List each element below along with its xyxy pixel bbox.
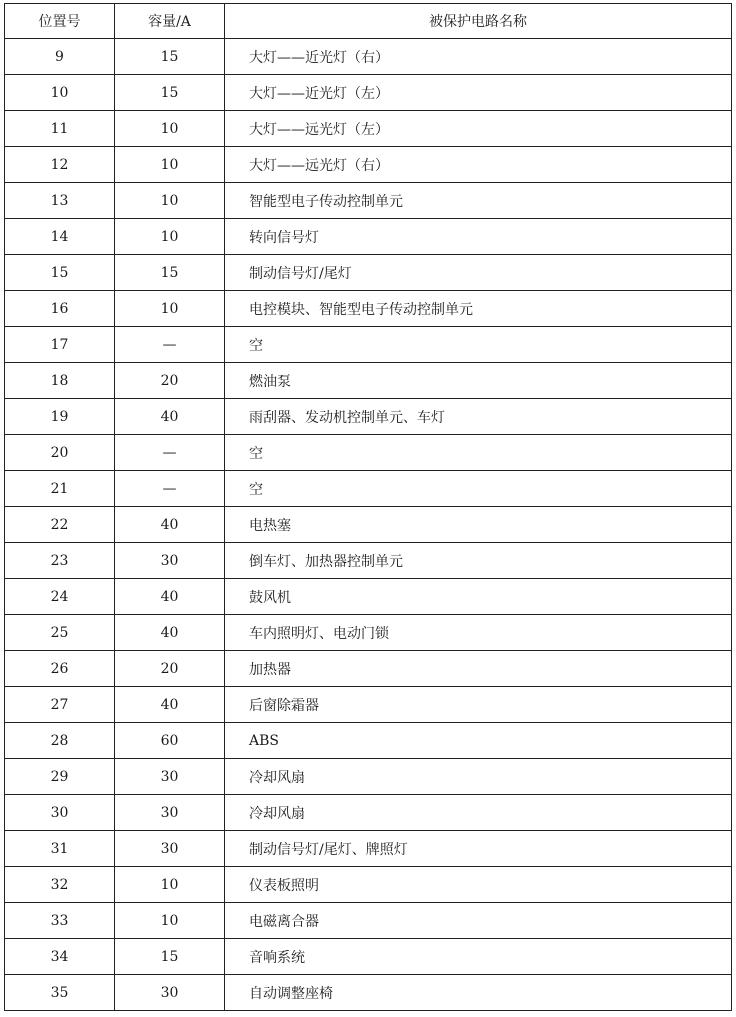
cell-position: 30 (5, 795, 115, 831)
cell-circuit: 空 (225, 327, 732, 363)
cell-circuit: 智能型电子传动控制单元 (225, 183, 732, 219)
cell-position: 10 (5, 75, 115, 111)
table-row (5, 867, 732, 903)
cell-circuit: 制动信号灯/尾灯 (225, 255, 732, 291)
cell-position: 17 (5, 327, 115, 363)
cell-position: 22 (5, 507, 115, 543)
cell-capacity: 15 (115, 255, 225, 291)
cell-capacity: 10 (115, 903, 225, 939)
header-position: 位置号 (5, 4, 115, 39)
header-capacity: 容量/A (115, 4, 225, 39)
cell-position: 24 (5, 579, 115, 615)
cell-capacity: 30 (115, 975, 225, 1011)
table-row (5, 615, 732, 651)
cell-position: 27 (5, 687, 115, 723)
cell-position: 31 (5, 831, 115, 867)
cell-capacity: — (115, 327, 225, 363)
table-row (5, 651, 732, 687)
cell-circuit: 雨刮器、发动机控制单元、车灯 (225, 399, 732, 435)
table-row (5, 831, 732, 867)
cell-position: 26 (5, 651, 115, 687)
table-row (5, 39, 732, 75)
table-row (5, 795, 732, 831)
cell-capacity: 10 (115, 867, 225, 903)
cell-circuit: 车内照明灯、电动门锁 (225, 615, 732, 651)
cell-capacity: 40 (115, 579, 225, 615)
cell-position: 13 (5, 183, 115, 219)
cell-circuit: 后窗除霜器 (225, 687, 732, 723)
cell-position: 28 (5, 723, 115, 759)
table-row (5, 219, 732, 255)
cell-circuit: 冷却风扇 (225, 795, 732, 831)
cell-capacity: 15 (115, 939, 225, 975)
table-row (5, 687, 732, 723)
fuse-table (4, 3, 732, 1011)
header-circuit: 被保护电路名称 (225, 4, 732, 39)
cell-circuit: 制动信号灯/尾灯、牌照灯 (225, 831, 732, 867)
table-header (5, 4, 732, 39)
table-row (5, 147, 732, 183)
cell-capacity: 40 (115, 615, 225, 651)
cell-position: 11 (5, 111, 115, 147)
cell-position: 23 (5, 543, 115, 579)
cell-circuit: 倒车灯、加热器控制单元 (225, 543, 732, 579)
cell-capacity: 15 (115, 39, 225, 75)
cell-capacity: 20 (115, 363, 225, 399)
table-row (5, 327, 732, 363)
table-row (5, 435, 732, 471)
table-row (5, 579, 732, 615)
cell-position: 21 (5, 471, 115, 507)
cell-capacity: 10 (115, 219, 225, 255)
cell-position: 12 (5, 147, 115, 183)
table-row (5, 183, 732, 219)
table-row (5, 111, 732, 147)
cell-position: 18 (5, 363, 115, 399)
cell-position: 14 (5, 219, 115, 255)
cell-capacity: 30 (115, 795, 225, 831)
table-row (5, 399, 732, 435)
cell-capacity: — (115, 471, 225, 507)
cell-circuit: 燃油泵 (225, 363, 732, 399)
cell-position: 29 (5, 759, 115, 795)
cell-capacity: 30 (115, 759, 225, 795)
cell-capacity: 10 (115, 291, 225, 327)
cell-circuit: 空 (225, 471, 732, 507)
cell-capacity: 40 (115, 687, 225, 723)
table-row (5, 543, 732, 579)
table-row (5, 507, 732, 543)
table-row (5, 471, 732, 507)
cell-circuit: 大灯——近光灯（右） (225, 39, 732, 75)
cell-capacity: — (115, 435, 225, 471)
cell-circuit: ABS (225, 723, 732, 759)
cell-circuit: 仪表板照明 (225, 867, 732, 903)
cell-position: 19 (5, 399, 115, 435)
table-row (5, 759, 732, 795)
cell-capacity: 40 (115, 399, 225, 435)
cell-circuit: 大灯——远光灯（右） (225, 147, 732, 183)
cell-position: 16 (5, 291, 115, 327)
table-row (5, 723, 732, 759)
table-row (5, 975, 732, 1011)
cell-capacity: 40 (115, 507, 225, 543)
cell-position: 15 (5, 255, 115, 291)
cell-capacity: 10 (115, 147, 225, 183)
cell-circuit: 大灯——近光灯（左） (225, 75, 732, 111)
cell-circuit: 大灯——远光灯（左） (225, 111, 732, 147)
cell-position: 35 (5, 975, 115, 1011)
table-row (5, 291, 732, 327)
cell-circuit: 电控模块、智能型电子传动控制单元 (225, 291, 732, 327)
cell-capacity: 10 (115, 111, 225, 147)
cell-position: 25 (5, 615, 115, 651)
cell-position: 34 (5, 939, 115, 975)
table-row (5, 903, 732, 939)
cell-circuit: 鼓风机 (225, 579, 732, 615)
table-row (5, 363, 732, 399)
cell-capacity: 30 (115, 831, 225, 867)
table-row (5, 255, 732, 291)
cell-circuit: 自动调整座椅 (225, 975, 732, 1011)
cell-circuit: 电热塞 (225, 507, 732, 543)
cell-capacity: 20 (115, 651, 225, 687)
cell-circuit: 转向信号灯 (225, 219, 732, 255)
cell-position: 33 (5, 903, 115, 939)
cell-position: 20 (5, 435, 115, 471)
cell-capacity: 60 (115, 723, 225, 759)
header-row (5, 4, 732, 39)
cell-position: 32 (5, 867, 115, 903)
table-row (5, 939, 732, 975)
cell-capacity: 30 (115, 543, 225, 579)
cell-circuit: 音响系统 (225, 939, 732, 975)
table-row (5, 75, 732, 111)
cell-circuit: 冷却风扇 (225, 759, 732, 795)
cell-capacity: 10 (115, 183, 225, 219)
cell-circuit: 空 (225, 435, 732, 471)
cell-circuit: 加热器 (225, 651, 732, 687)
cell-position: 9 (5, 39, 115, 75)
cell-capacity: 15 (115, 75, 225, 111)
table-body (5, 39, 732, 1011)
cell-circuit: 电磁离合器 (225, 903, 732, 939)
